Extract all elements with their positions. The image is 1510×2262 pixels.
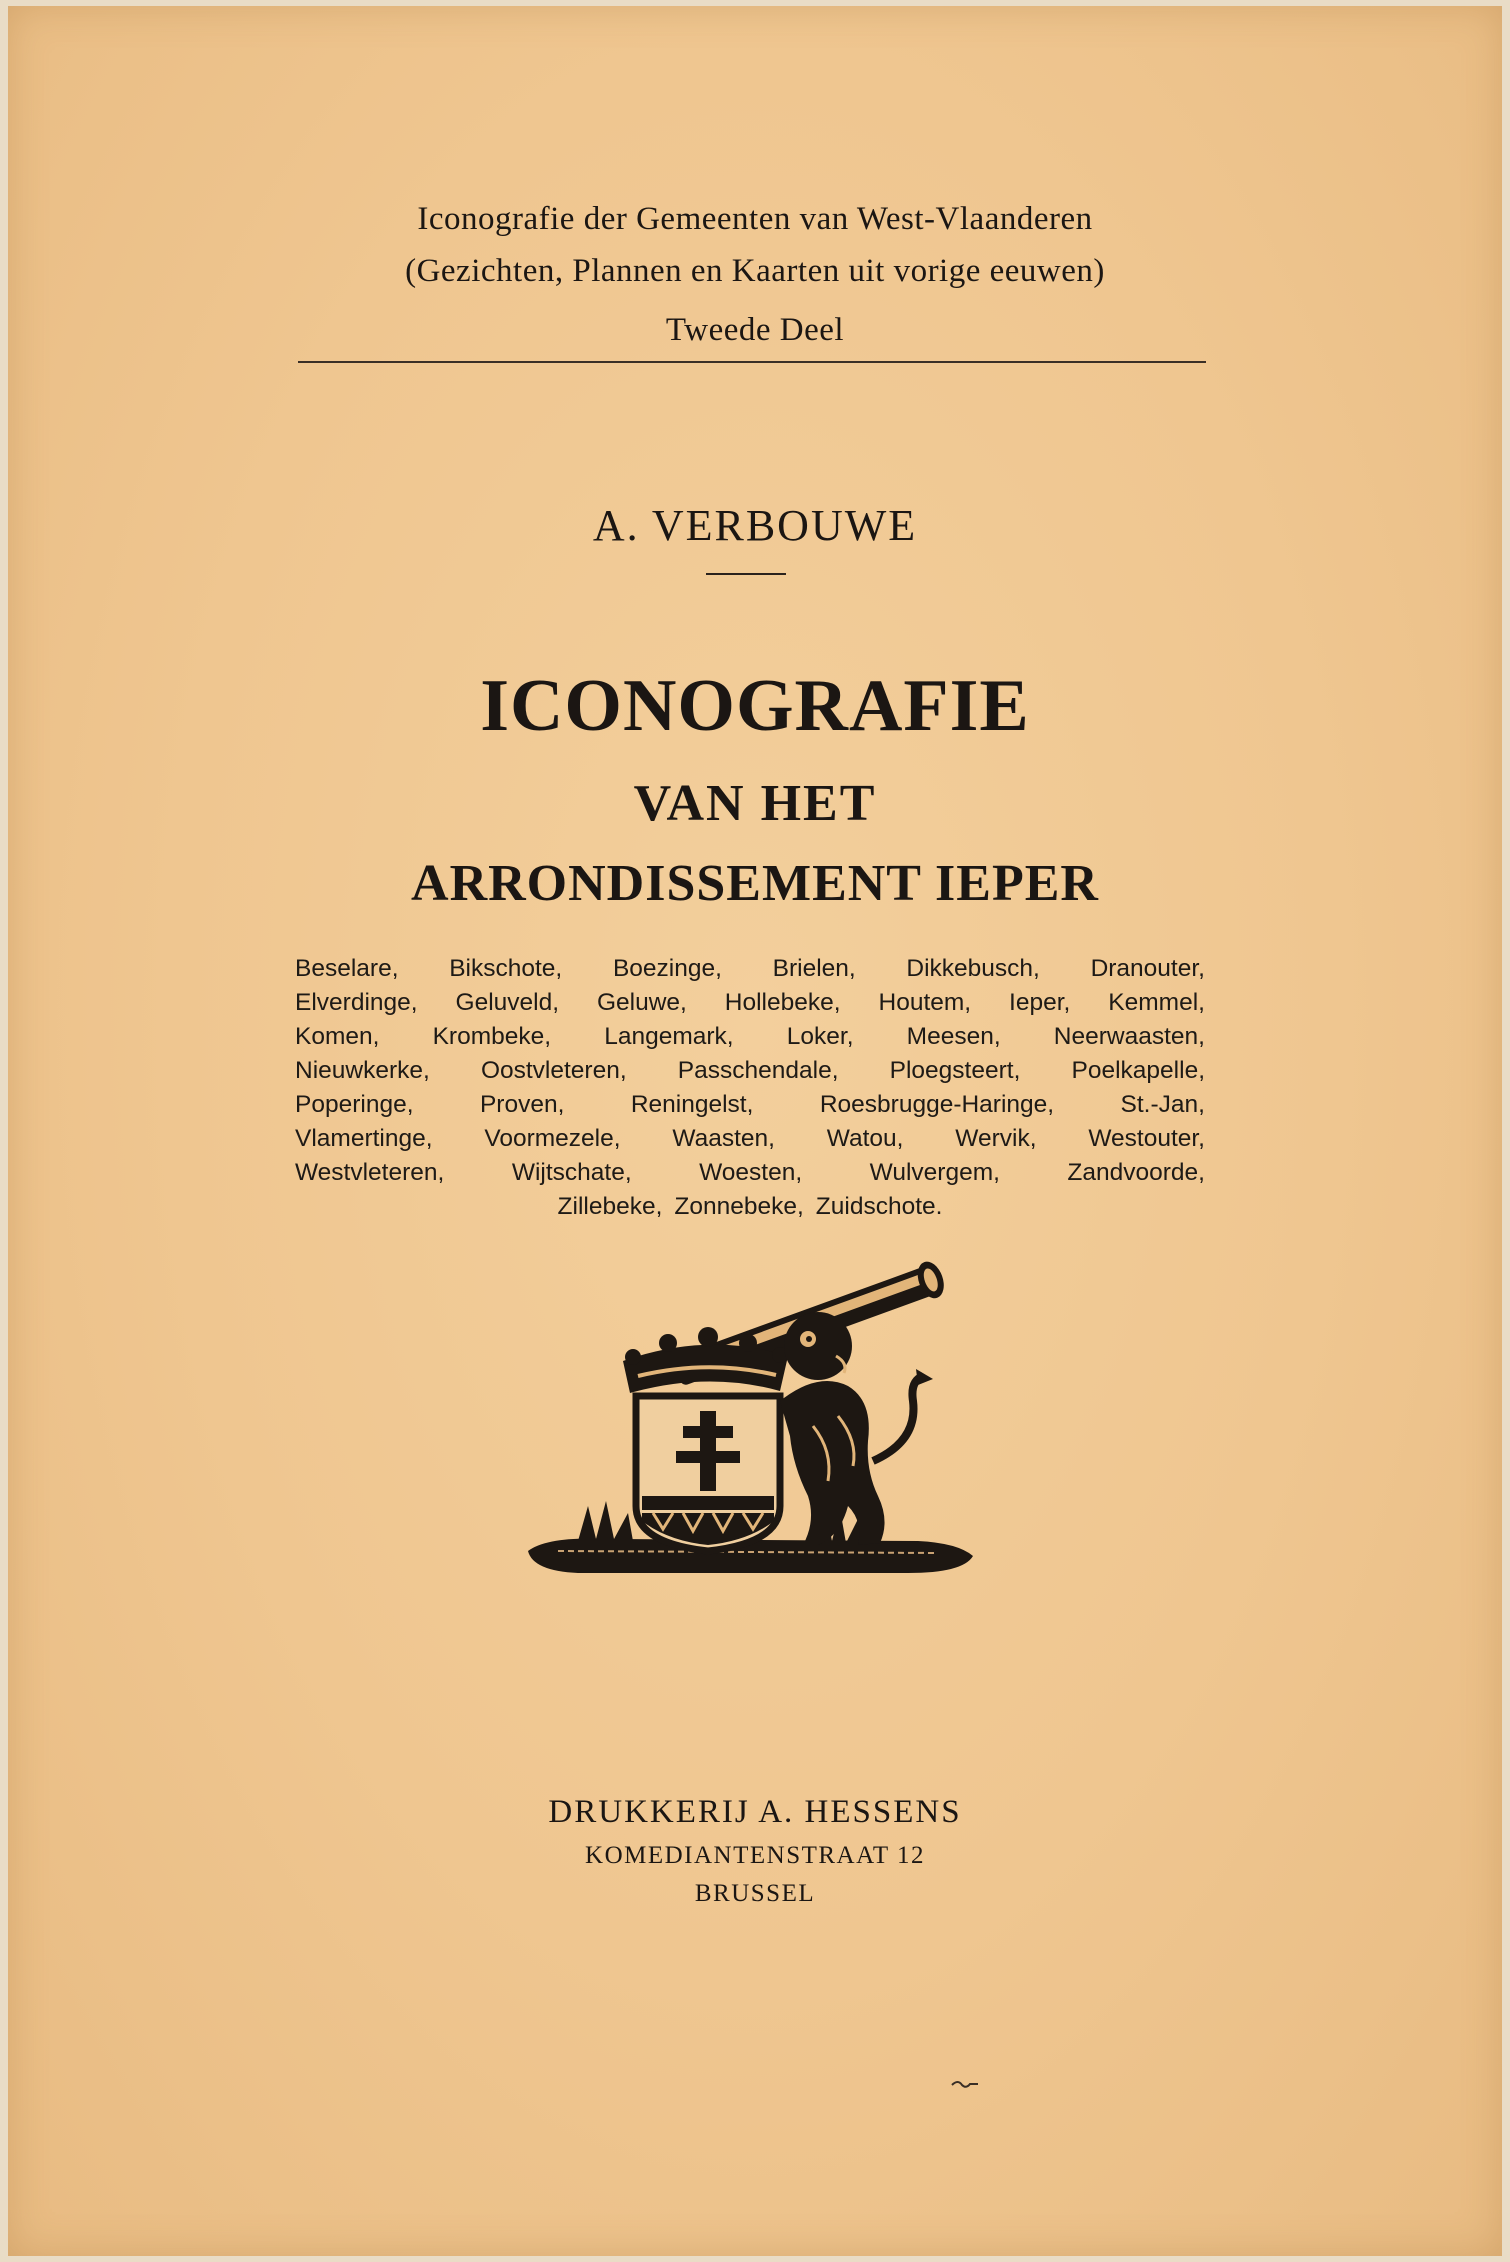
municipality: Loker,: [786, 1023, 854, 1050]
municipality-line: [295, 952, 1205, 986]
author-rule: [706, 573, 786, 575]
municipality: Waasten,: [672, 1125, 775, 1152]
printer-device-lion-shield-icon: [518, 1251, 978, 1596]
municipality: Zuidschote.: [815, 1193, 943, 1220]
municipality: Elverdinge,: [295, 989, 418, 1016]
header-rule: [298, 361, 1206, 363]
municipality: Neerwaasten,: [1053, 1023, 1205, 1050]
printer-name: DRUKKERIJ A. HESSENS: [548, 1794, 962, 1830]
municipality: Westouter,: [1088, 1125, 1205, 1152]
municipality-line: [295, 1156, 1205, 1190]
municipality-line: [295, 1190, 1205, 1224]
municipality: Bikschote,: [449, 955, 563, 982]
municipality: Ieper,: [1009, 989, 1071, 1016]
municipality: Geluveld,: [455, 989, 560, 1016]
municipality: Zandvoorde,: [1067, 1159, 1205, 1186]
author-name: A. VERBOUWE: [592, 501, 918, 550]
title-page: [8, 6, 1502, 2256]
pencil-mark-icon: [950, 2076, 980, 2092]
municipality: Vlamertinge,: [295, 1125, 433, 1152]
municipality-list: [295, 952, 1205, 1224]
main-title: ICONOGRAFIE: [480, 665, 1030, 747]
municipality: Kemmel,: [1108, 989, 1205, 1016]
municipality: Geluwe,: [596, 989, 687, 1016]
series-title: Iconografie der Gemeenten van West-Vlaanderen: [417, 201, 1093, 237]
municipality-line: [295, 1122, 1205, 1156]
municipality: Krombeke,: [432, 1023, 552, 1050]
municipality: Komen,: [295, 1023, 380, 1050]
municipality: Beselare,: [295, 955, 399, 982]
municipality: Oostvleteren,: [480, 1057, 627, 1084]
printer-city: BRUSSEL: [694, 1880, 816, 1907]
municipality: Nieuwkerke,: [295, 1057, 430, 1084]
municipality: Ploegsteert,: [889, 1057, 1021, 1084]
municipality: Brielen,: [772, 955, 856, 982]
municipality: Woesten,: [699, 1159, 803, 1186]
municipality: Roesbrugge-Haringe,: [819, 1091, 1055, 1118]
printer-street: KOMEDIANTENSTRAAT 12: [585, 1842, 925, 1869]
municipality: Hollebeke,: [724, 989, 841, 1016]
municipality: Zonnebeke,: [674, 1193, 804, 1220]
municipality: Houtem,: [878, 989, 972, 1016]
municipality: Zillebeke,: [557, 1193, 663, 1220]
municipality: Reningelst,: [630, 1091, 754, 1118]
municipality-line: [295, 986, 1205, 1020]
municipality: Watou,: [826, 1125, 904, 1152]
volume-label: Tweede Deel: [665, 312, 845, 348]
municipality: Poperinge,: [295, 1091, 414, 1118]
main-title-line-3: ARRONDISSEMENT IEPER: [411, 855, 1099, 912]
municipality: Dikkebusch,: [906, 955, 1040, 982]
municipality: Westvleteren,: [295, 1159, 445, 1186]
municipality-line: [295, 1088, 1205, 1122]
municipality-line: [295, 1020, 1205, 1054]
municipality: Wijtschate,: [511, 1159, 632, 1186]
series-subtitle: (Gezichten, Plannen en Kaarten uit vorige eeuwen): [405, 253, 1105, 289]
municipality: Proven,: [479, 1091, 565, 1118]
municipality: Voormezele,: [484, 1125, 621, 1152]
municipality: Poelkapelle,: [1071, 1057, 1205, 1084]
municipality: Langemark,: [604, 1023, 734, 1050]
municipality: Meesen,: [906, 1023, 1001, 1050]
municipality: Dranouter,: [1090, 955, 1205, 982]
municipality: Boezinge,: [612, 955, 722, 982]
municipality: Wulvergem,: [869, 1159, 1000, 1186]
municipality: Passchendale,: [677, 1057, 839, 1084]
municipality-line: [295, 1054, 1205, 1088]
municipality: Wervik,: [955, 1125, 1037, 1152]
municipality: St.-Jan,: [1120, 1091, 1205, 1118]
main-title-line-2: VAN HET: [633, 775, 877, 832]
